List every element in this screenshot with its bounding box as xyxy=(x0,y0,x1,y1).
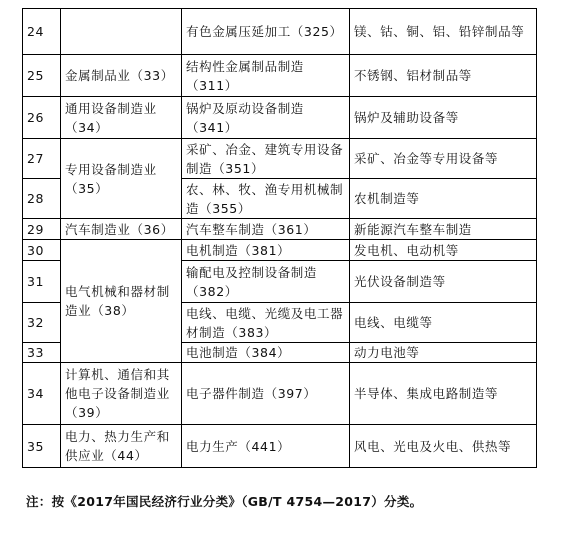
major-category-cell: 通用设备制造业（34） xyxy=(61,97,182,139)
mid-category-cell: 电力生产（441） xyxy=(182,425,350,468)
product-cell: 新能源汽车整车制造 xyxy=(350,219,537,240)
mid-category-cell: 电池制造（384） xyxy=(182,343,350,363)
table-row xyxy=(23,425,537,468)
row-number: 28 xyxy=(23,179,61,219)
product-cell: 风电、光电及火电、供热等 xyxy=(350,425,537,468)
major-category-cell: 专用设备制造业（35） xyxy=(61,139,182,219)
row-number: 24 xyxy=(23,9,61,55)
row-number: 30 xyxy=(23,240,61,261)
table-row xyxy=(23,363,537,425)
mid-category-cell: 有色金属压延加工（325） xyxy=(182,9,350,55)
product-cell: 镁、钴、铜、铝、铅锌制品等 xyxy=(350,9,537,55)
table-row xyxy=(23,240,537,261)
product-cell: 农机制造等 xyxy=(350,179,537,219)
product-cell: 半导体、集成电路制造等 xyxy=(350,363,537,425)
row-number: 31 xyxy=(23,261,61,303)
table-row xyxy=(23,139,537,179)
product-cell: 发电机、电动机等 xyxy=(350,240,537,261)
mid-category-cell: 电子器件制造（397） xyxy=(182,363,350,425)
product-cell: 电线、电缆等 xyxy=(350,303,537,343)
product-cell: 采矿、冶金等专用设备等 xyxy=(350,139,537,179)
row-number: 27 xyxy=(23,139,61,179)
row-number: 35 xyxy=(23,425,61,468)
row-number: 32 xyxy=(23,303,61,343)
mid-category-cell: 电线、电缆、光缆及电工器材制造（383） xyxy=(182,303,350,343)
major-category-cell: 汽车制造业（36） xyxy=(61,219,182,240)
table-row xyxy=(23,9,537,55)
major-category-cell xyxy=(61,9,182,55)
row-number: 34 xyxy=(23,363,61,425)
industry-table xyxy=(22,8,537,468)
row-number: 25 xyxy=(23,55,61,97)
mid-category-cell: 锅炉及原动设备制造（341） xyxy=(182,97,350,139)
row-number: 33 xyxy=(23,343,61,363)
product-cell: 不锈钢、铝材制品等 xyxy=(350,55,537,97)
major-category-cell: 计算机、通信和其他电子设备制造业（39） xyxy=(61,363,182,425)
mid-category-cell: 采矿、冶金、建筑专用设备制造（351） xyxy=(182,139,350,179)
major-category-cell: 金属制品业（33） xyxy=(61,55,182,97)
mid-category-cell: 农、林、牧、渔专用机械制造（355） xyxy=(182,179,350,219)
row-number: 26 xyxy=(23,97,61,139)
product-cell: 动力电池等 xyxy=(350,343,537,363)
mid-category-cell: 电机制造（381） xyxy=(182,240,350,261)
table-row xyxy=(23,219,537,240)
row-number: 29 xyxy=(23,219,61,240)
product-cell: 锅炉及辅助设备等 xyxy=(350,97,537,139)
mid-category-cell: 汽车整车制造（361） xyxy=(182,219,350,240)
major-category-cell: 电气机械和器材制造业（38） xyxy=(61,240,182,363)
table-footnote: 注：按《2017年国民经济行业分类》（GB/T 4754—2017）分类。 xyxy=(26,494,423,509)
mid-category-cell: 结构性金属制品制造（311） xyxy=(182,55,350,97)
major-category-cell: 电力、热力生产和供应业（44） xyxy=(61,425,182,468)
table-row xyxy=(23,97,537,139)
mid-category-cell: 输配电及控制设备制造（382） xyxy=(182,261,350,303)
table-row xyxy=(23,55,537,97)
product-cell: 光伏设备制造等 xyxy=(350,261,537,303)
